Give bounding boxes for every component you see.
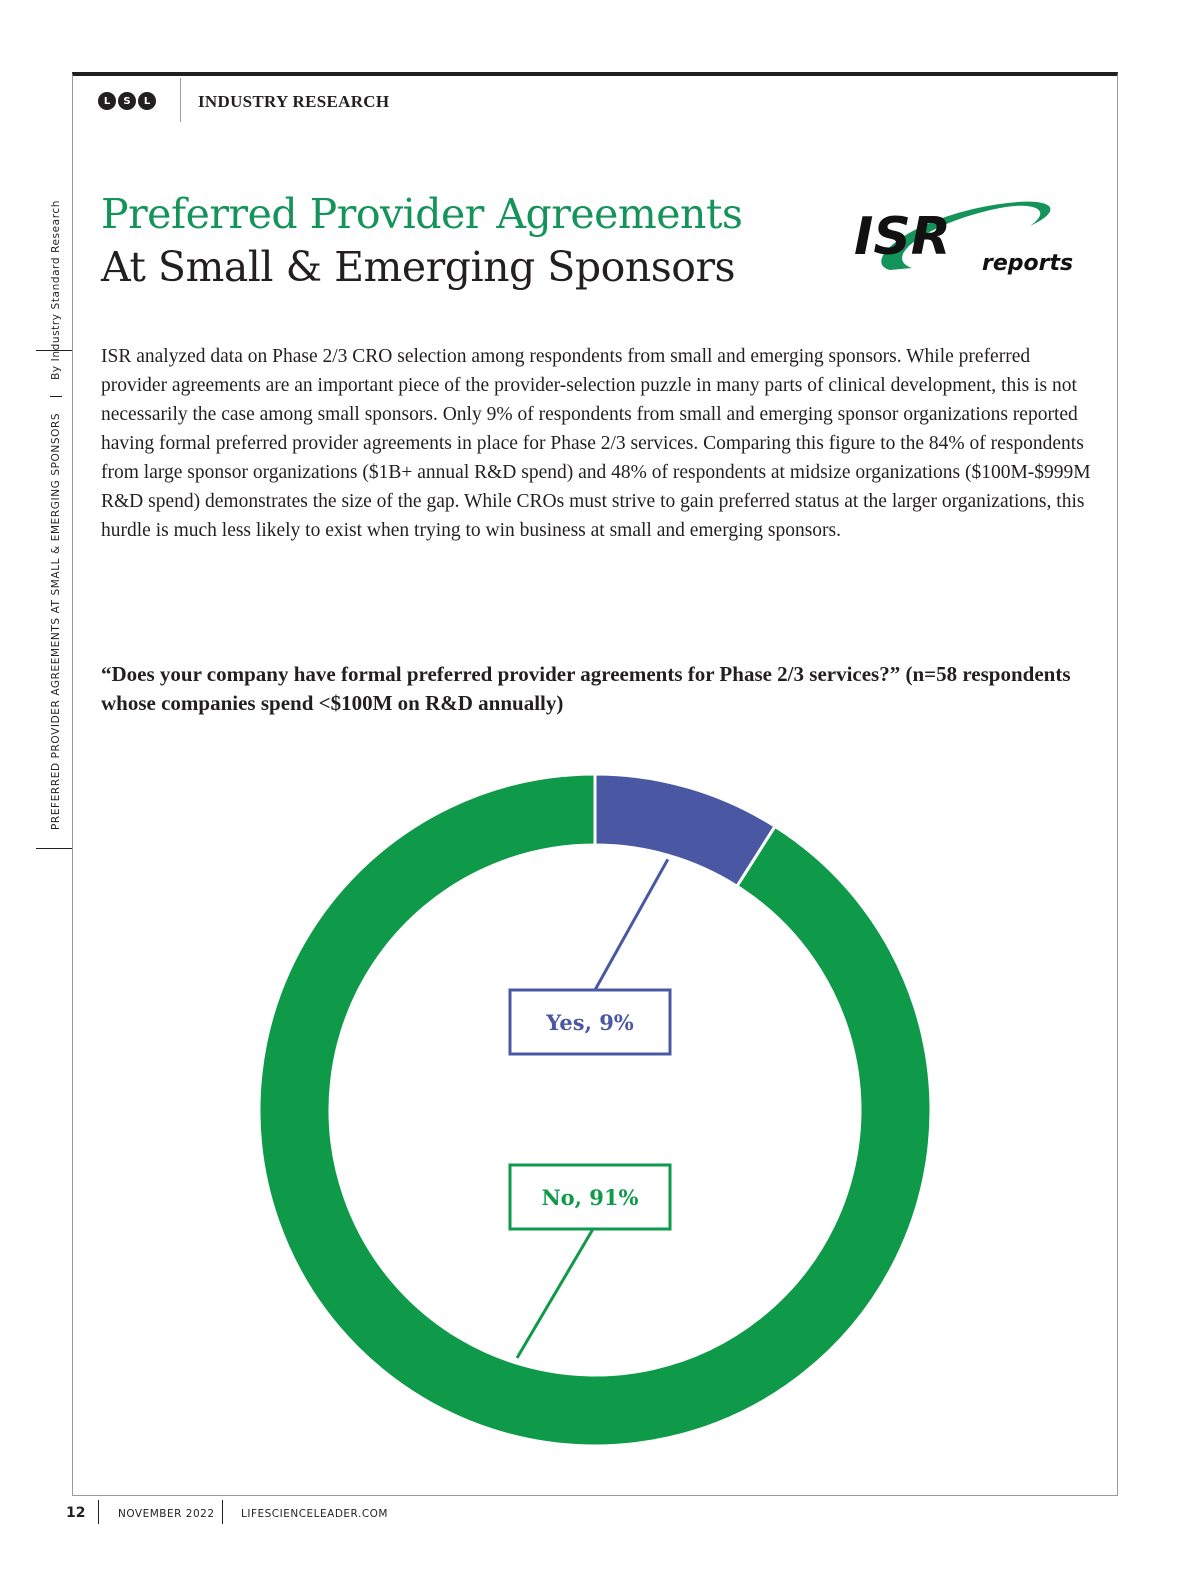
issue-date: NOVEMBER 2022 <box>118 1508 215 1520</box>
header-divider <box>180 78 181 122</box>
byline: By Industry Standard Research <box>50 199 62 380</box>
footer-divider <box>98 1500 99 1524</box>
section-label: INDUSTRY RESEARCH <box>198 92 390 111</box>
page-title-line2: At Small & Emerging Sponsors <box>101 243 736 291</box>
isr-reports-logo <box>850 192 1090 282</box>
logo-reports-text: reports <box>982 251 1074 276</box>
logo-letter: L <box>138 92 156 110</box>
donut-chart <box>230 760 960 1460</box>
page-number: 12 <box>66 1505 86 1521</box>
sidebar-rule <box>36 848 72 849</box>
website: LIFESCIENCELEADER.COM <box>241 1508 388 1520</box>
sidebar-separator <box>50 396 62 397</box>
survey-question: “Does your company have formal preferred provider agreements for Phase 2/3 services?” (n=58 respondents whose companies spend <$100M on R&D annually) <box>101 662 1071 715</box>
running-title: PREFERRED PROVIDER AGREEMENTS AT SMALL & EMERGING SPONSORS <box>50 412 62 830</box>
logo-letter: S <box>118 92 136 110</box>
slice-label-0: Yes, 9% <box>546 1010 634 1035</box>
lsl-logo <box>98 92 156 110</box>
body-paragraph: ISR analyzed data on Phase 2/3 CRO selection among respondents from small and emerging sponsors. While preferred provider agreements are an important piece of the provider-selection puzzle in many parts of clinical development, this is not necessarily the case among small sponsors. Only 9% of respondents from small and emerging sponsor organizations reported having formal preferred provider agreements in place for Phase 2/3 services. Comparing this figure to the 84% of respondents from large sponsor organizations ($1B+ annual R&D spend) and 48% of respondents at midsize organizations ($100M-$999M R&D spend) demonstrates the size of the gap. While CROs must strive to gain preferred status at the larger organizations, this hurdle is much less likely to exist when trying to win business at small and emerging sponsors. <box>101 346 1091 541</box>
slice-label-1: No, 91% <box>541 1185 639 1210</box>
sidebar-running-title <box>50 200 62 830</box>
callout-line-1 <box>517 1229 593 1358</box>
page-title-line1: Preferred Provider Agreements <box>101 190 743 238</box>
logo-isr-text: ISR <box>854 207 951 267</box>
donut-slice-1 <box>259 774 931 1446</box>
callout-line-0 <box>595 859 668 990</box>
footer-divider <box>222 1500 223 1524</box>
logo-letter: L <box>98 92 116 110</box>
